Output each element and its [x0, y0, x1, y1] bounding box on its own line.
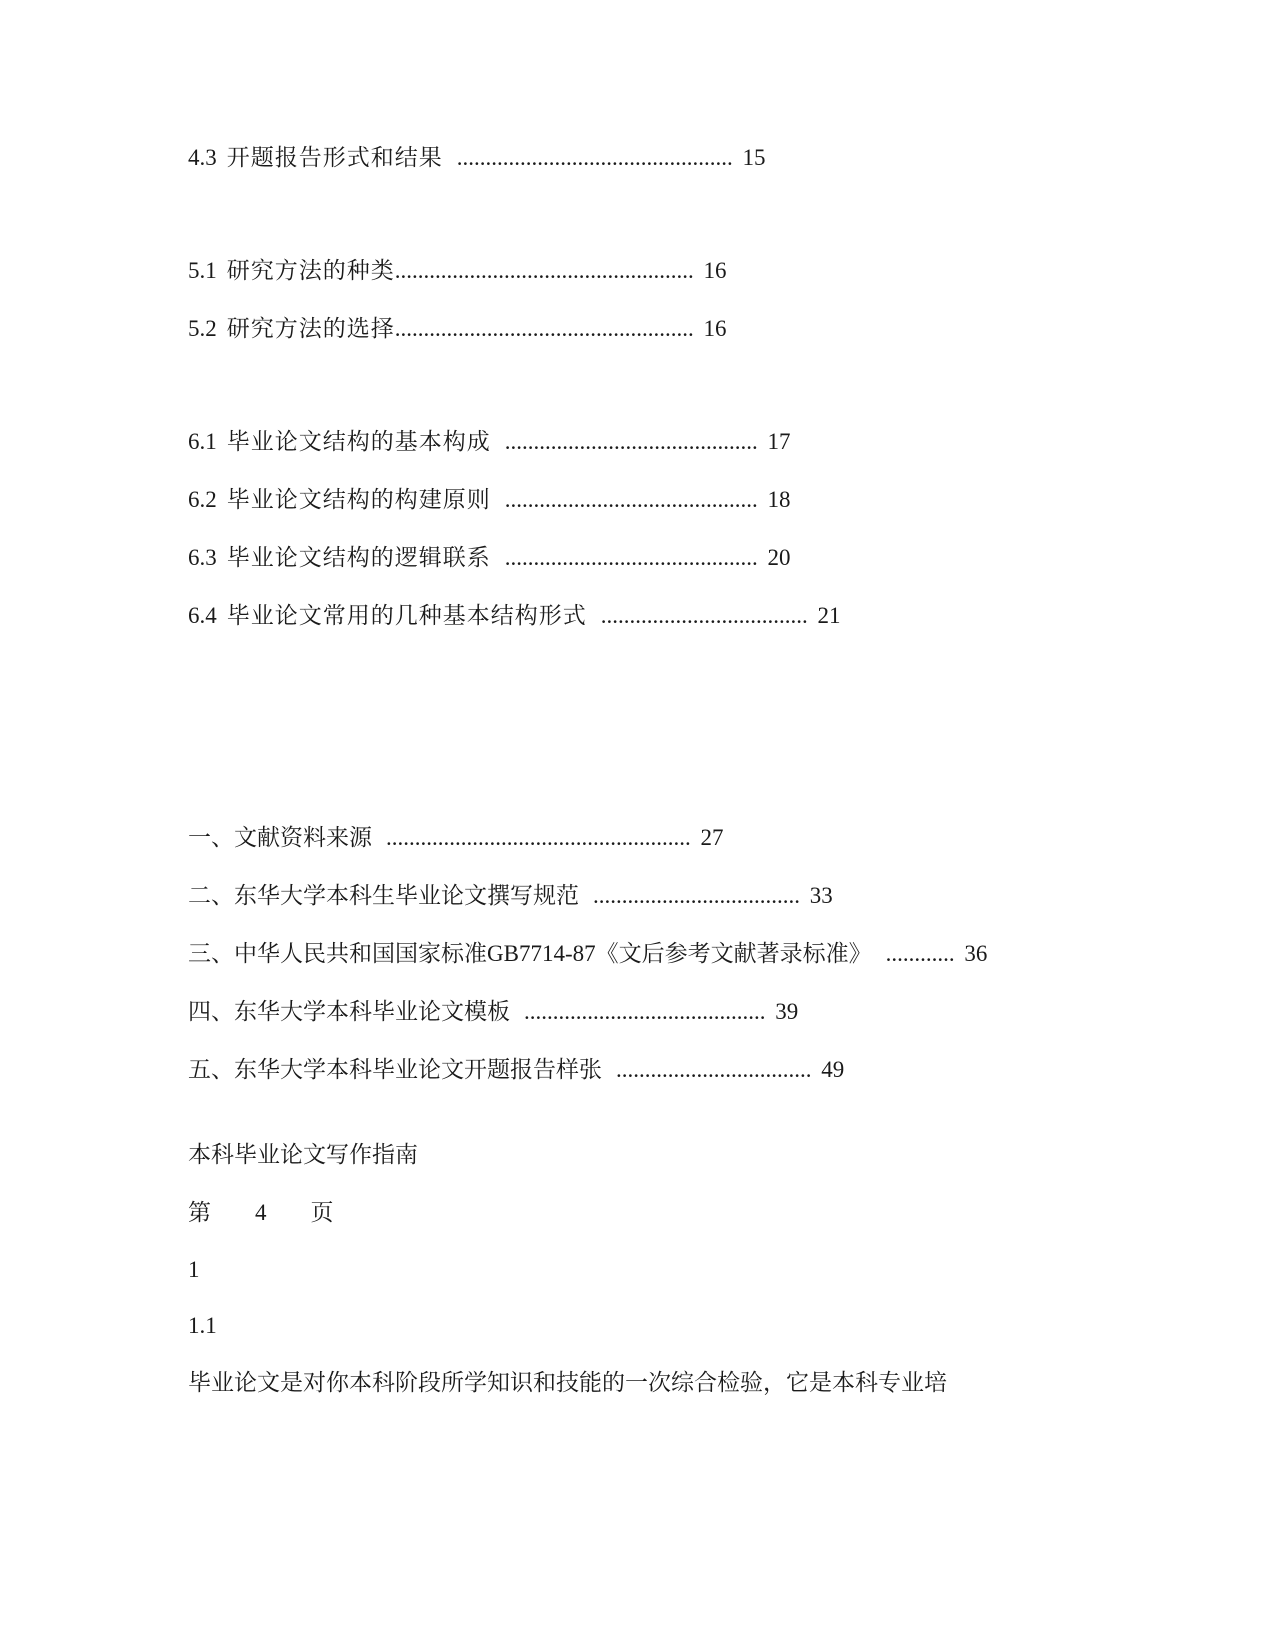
toc-entry-page: 39: [775, 999, 799, 1024]
toc-entry-title: 研究方法的种类: [226, 258, 395, 283]
toc-leader-dots: ....................................: [600, 603, 808, 628]
toc-leader-dots: .....................................................: [386, 825, 691, 850]
toc-entry[interactable]: [188, 483, 791, 517]
toc-leader-dots: ................................................: [456, 145, 733, 170]
toc-entry-number: 6.1: [188, 429, 217, 454]
toc-leader-dots: ............................................: [504, 487, 758, 512]
toc-entry-number: 五、: [188, 1057, 234, 1082]
toc-entry-page: 16: [703, 258, 727, 283]
toc-entry[interactable]: [188, 599, 841, 633]
toc-entry[interactable]: [188, 995, 798, 1029]
toc-entry-title: 开题报告形式和结果: [226, 145, 443, 170]
toc-leader-dots: ............................................: [504, 545, 758, 570]
toc-leader-dots: ............: [885, 941, 955, 966]
toc-leader-dots: ....................................................: [394, 316, 694, 341]
toc-entry-title: 毕业论文结构的基本构成: [226, 429, 491, 454]
toc-entry-page: 20: [767, 545, 791, 570]
toc-entry-number: 6.4: [188, 603, 217, 628]
toc-leader-dots: ..................................: [616, 1057, 812, 1082]
page-label-prefix: 第: [188, 1200, 211, 1225]
toc-leader-dots: ....................................: [593, 883, 800, 908]
toc-entry-title: 毕业论文常用的几种基本结构形式: [226, 603, 587, 628]
toc-entry-title: 毕业论文结构的构建原则: [226, 487, 491, 512]
toc-entry-page: 49: [821, 1057, 845, 1082]
toc-entry-number: 4.3: [188, 145, 217, 170]
toc-entry[interactable]: [188, 425, 791, 459]
toc-entry-number: 一、: [188, 825, 234, 850]
page-label-suffix: 页: [310, 1200, 334, 1225]
toc-entry[interactable]: [188, 254, 727, 288]
toc-entry-title: 中华人民共和国国家标准GB7714-87《文后参考文献著录标准》: [234, 941, 872, 966]
toc-entry-title: 东华大学本科毕业论文开题报告样张: [234, 1057, 602, 1082]
chapter-number: 1: [188, 1257, 200, 1282]
toc-entry[interactable]: [188, 541, 791, 575]
toc-entry[interactable]: [188, 1053, 844, 1087]
toc-entry[interactable]: [188, 879, 833, 913]
toc-entry-number: 二、: [188, 883, 234, 908]
toc-entry-page: 27: [700, 825, 724, 850]
toc-entry-page: 18: [767, 487, 791, 512]
toc-entry[interactable]: [188, 141, 766, 175]
toc-entry-page: 36: [964, 941, 988, 966]
page-label: [188, 1196, 334, 1230]
toc-entry-number: 5.2: [188, 316, 217, 341]
toc-entry-number: 6.2: [188, 487, 217, 512]
toc-leader-dots: ....................................................: [394, 258, 694, 283]
toc-entry-number: 三、: [188, 941, 234, 966]
toc-entry-number: 5.1: [188, 258, 217, 283]
toc-leader-dots: ............................................: [504, 429, 758, 454]
toc-entry-title: 东华大学本科生毕业论文撰写规范: [234, 883, 579, 908]
toc-entry-title: 东华大学本科毕业论文模板: [234, 999, 510, 1024]
toc-leader-dots: ..........................................: [524, 999, 766, 1024]
toc-entry[interactable]: [188, 312, 727, 346]
toc-entry-page: 16: [703, 316, 727, 341]
toc-entry-title: 研究方法的选择: [226, 316, 395, 341]
toc-entry-number: 6.3: [188, 545, 217, 570]
section-number: 1.1: [188, 1313, 217, 1338]
toc-entry[interactable]: [188, 821, 724, 855]
toc-entry-page: 15: [742, 145, 766, 170]
toc-entry[interactable]: [188, 937, 987, 971]
body-paragraph: 毕业论文是对你本科阶段所学知识和技能的一次综合检验，它是本科专业培: [188, 1370, 947, 1395]
toc-entry-page: 33: [809, 883, 833, 908]
toc-entry-title: 毕业论文结构的逻辑联系: [226, 545, 491, 570]
page-number: 4: [255, 1200, 267, 1225]
document-title: 本科毕业论文写作指南: [188, 1142, 418, 1167]
toc-entry-page: 17: [767, 429, 791, 454]
toc-entry-number: 四、: [188, 999, 234, 1024]
toc-entry-title: 文献资料来源: [234, 825, 372, 850]
toc-entry-page: 21: [817, 603, 841, 628]
